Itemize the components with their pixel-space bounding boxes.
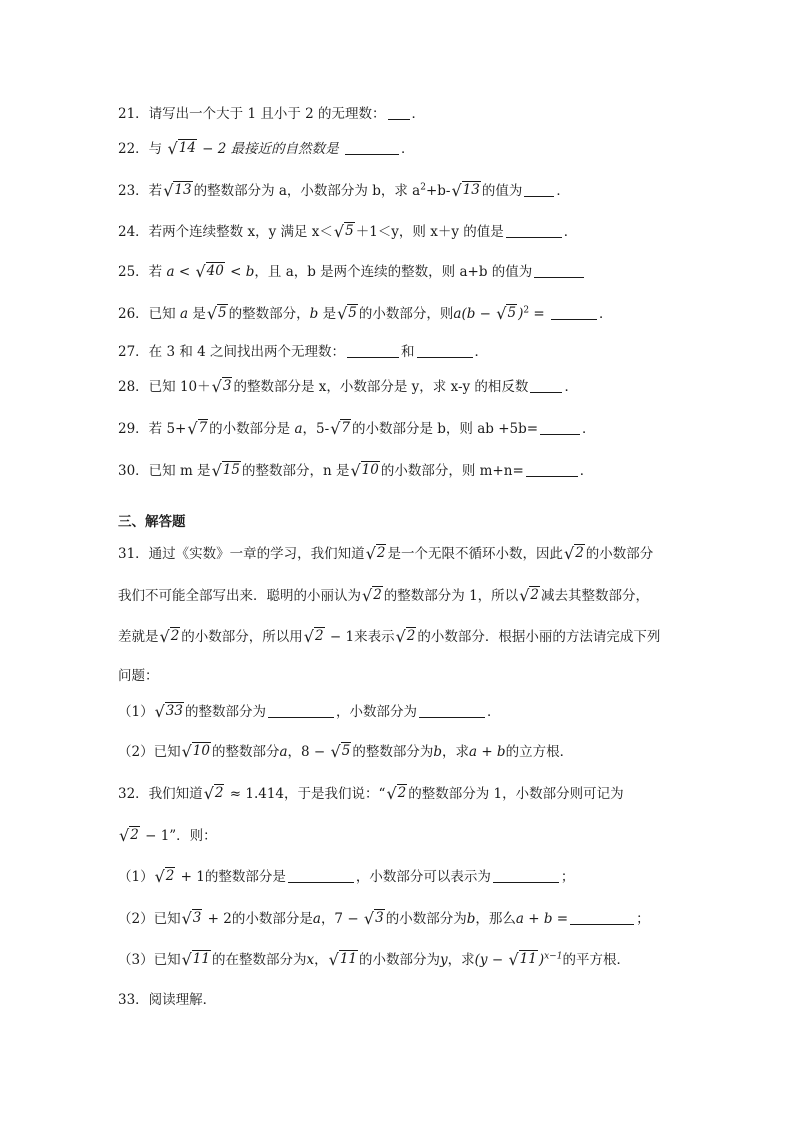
sqrt-expression: √ 2	[386, 784, 407, 803]
answer-blank	[551, 305, 597, 320]
sqrt-expression: √ 14	[167, 139, 196, 158]
sqrt-expression: √ 10	[181, 742, 210, 761]
question-25: 25．若 a < √ 40 < b，且 a，b 是两个连续的整数，则 a+b 的值为	[118, 262, 586, 282]
question-32-part-1: （1） √ 2 + 1的整数部分是 ，小数部分可以表示为 ；	[118, 867, 575, 886]
answer-blank	[347, 343, 399, 358]
answer-blank	[419, 703, 485, 718]
answer-blank	[345, 140, 399, 155]
answer-blank	[417, 343, 473, 358]
sqrt-expression: √ 2	[303, 627, 324, 646]
answer-blank	[288, 868, 354, 883]
answer-blank	[540, 420, 580, 435]
question-24: 24．若两个连续整数 x，y 满足 x＜ √ 5 ＋1＜y，则 x＋y 的值是 ．	[118, 222, 578, 241]
sqrt-expression: √ 5	[496, 304, 517, 323]
sqrt-expression: √ 11	[508, 950, 537, 969]
sqrt-expression: √ 3	[363, 909, 384, 928]
question-22: 22．与 √ 14 − 2 最接近的自然数是 ．	[118, 139, 415, 158]
sqrt-expression: √ 5	[330, 742, 351, 761]
sqrt-expression: √ 2	[362, 586, 382, 605]
sqrt-expression: √ 10	[350, 461, 379, 480]
sqrt-expression: √ 5	[206, 304, 227, 323]
question-33: 33．阅读理解．	[118, 992, 217, 1008]
question-32-line-2: √ 2 − 1”．则：	[119, 826, 217, 845]
sqrt-expression: √ 5	[337, 304, 357, 323]
sqrt-expression: √ 11	[328, 950, 357, 969]
sqrt-expression: √ 33	[154, 702, 183, 721]
sqrt-expression: √ 13	[163, 181, 192, 200]
answer-blank	[388, 105, 410, 120]
question-26: 26．已知 a 是 √ 5 的整数部分，b 是 √ 5 的小数部分，则a(b − √ 5 )$^2$ = ．	[118, 304, 613, 323]
question-32-part-2: （2）已知 √ 3 + 2的小数部分是a，7 − √ 3 的小数部分为b，那么a + b = ；	[118, 909, 650, 928]
sqrt-expression: √ 2	[365, 544, 386, 563]
answer-blank	[506, 223, 562, 238]
sqrt-expression: √ 2	[119, 826, 139, 845]
sqrt-expression: √ 3	[211, 377, 232, 396]
sqrt-expression: √ 2	[154, 867, 175, 886]
question-31-part-2: （2）已知 √ 10 的整数部分a，8 − √ 5 的整数部分为b，求a + b的立方根．	[118, 742, 574, 761]
answer-blank	[268, 703, 334, 718]
sqrt-expression: √ 3	[181, 909, 202, 928]
answer-blank	[524, 182, 554, 197]
question-31-line-2: 我们不可能全部写出来．聪明的小丽认为 √ 2 的整数部分为 1，所以 √ 2 减去其整数部分，	[118, 586, 649, 605]
question-23: 23．若 √ 13 的整数部分为 a，小数部分为 b，求 $a^2+b-$ √ 13 的值为 ．	[118, 181, 570, 200]
answer-blank	[570, 910, 634, 925]
sqrt-expression: √ 2	[563, 544, 584, 563]
question-30: 30．已知 m 是 √ 15 的整数部分，n 是 √ 10 的小数部分，则 m+n= ．	[118, 461, 594, 480]
question-31-line-4: 问题：	[118, 668, 159, 684]
sqrt-expression: √ 15	[211, 461, 240, 480]
question-32-line-1: 32．我们知道 √ 2 ≈ 1.414，于是我们说：“ √ 2 的整数部分为 1，小数部分则可记为	[118, 784, 624, 803]
sqrt-expression: √ 11	[181, 950, 210, 969]
sqrt-expression: √ 2	[519, 586, 539, 605]
sqrt-expression: √ 2	[159, 627, 180, 646]
sqrt-expression: √ 7	[330, 419, 350, 438]
question-31-line-3: 差就是 √ 2 的小数部分，所以用 √ 2 − 1来表示 √ 2 的小数部分．根据小丽的方法请完成下列	[118, 627, 661, 646]
sqrt-expression: √ 13	[451, 181, 480, 200]
question-21: 21．请写出一个大于 1 且小于 2 的无理数： ．	[118, 106, 426, 122]
question-32-part-3: （3）已知 √ 11 的在整数部分为x， √ 11 的小数部分为y，求(y − √ 11 )$^{x-1}$的平方根．	[118, 950, 630, 969]
question-29: 29．若 5+ √ 7 的小数部分是 a，5- √ 7 的小数部分是 b，则 ab +5b= ．	[118, 419, 596, 438]
section-heading: 三、解答题	[118, 514, 186, 530]
sqrt-expression: √ 7	[187, 419, 208, 438]
question-31-part-1: （1） √ 33 的整数部分为 ，小数部分为 ．	[118, 702, 501, 721]
answer-blank	[534, 263, 584, 278]
sqrt-expression: √ 40	[195, 262, 224, 281]
answer-blank	[530, 378, 562, 393]
question-31-line-1: 31．通过《实数》一章的学习，我们知道 √ 2 是一个无限不循环小数，因此 √ 2 的小数部分	[118, 544, 654, 563]
question-27: 27．在 3 和 4 之间找出两个无理数： 和 ．	[118, 344, 489, 360]
answer-blank	[493, 868, 559, 883]
sqrt-expression: √ 2	[395, 627, 416, 646]
answer-blank	[526, 462, 578, 477]
sqrt-expression: √ 2	[203, 784, 224, 803]
sqrt-expression: √ 5	[333, 222, 354, 241]
question-28: 28．已知 10＋ √ 3 的整数部分是 x，小数部分是 y，求 x-y 的相反数 ．	[118, 377, 578, 396]
